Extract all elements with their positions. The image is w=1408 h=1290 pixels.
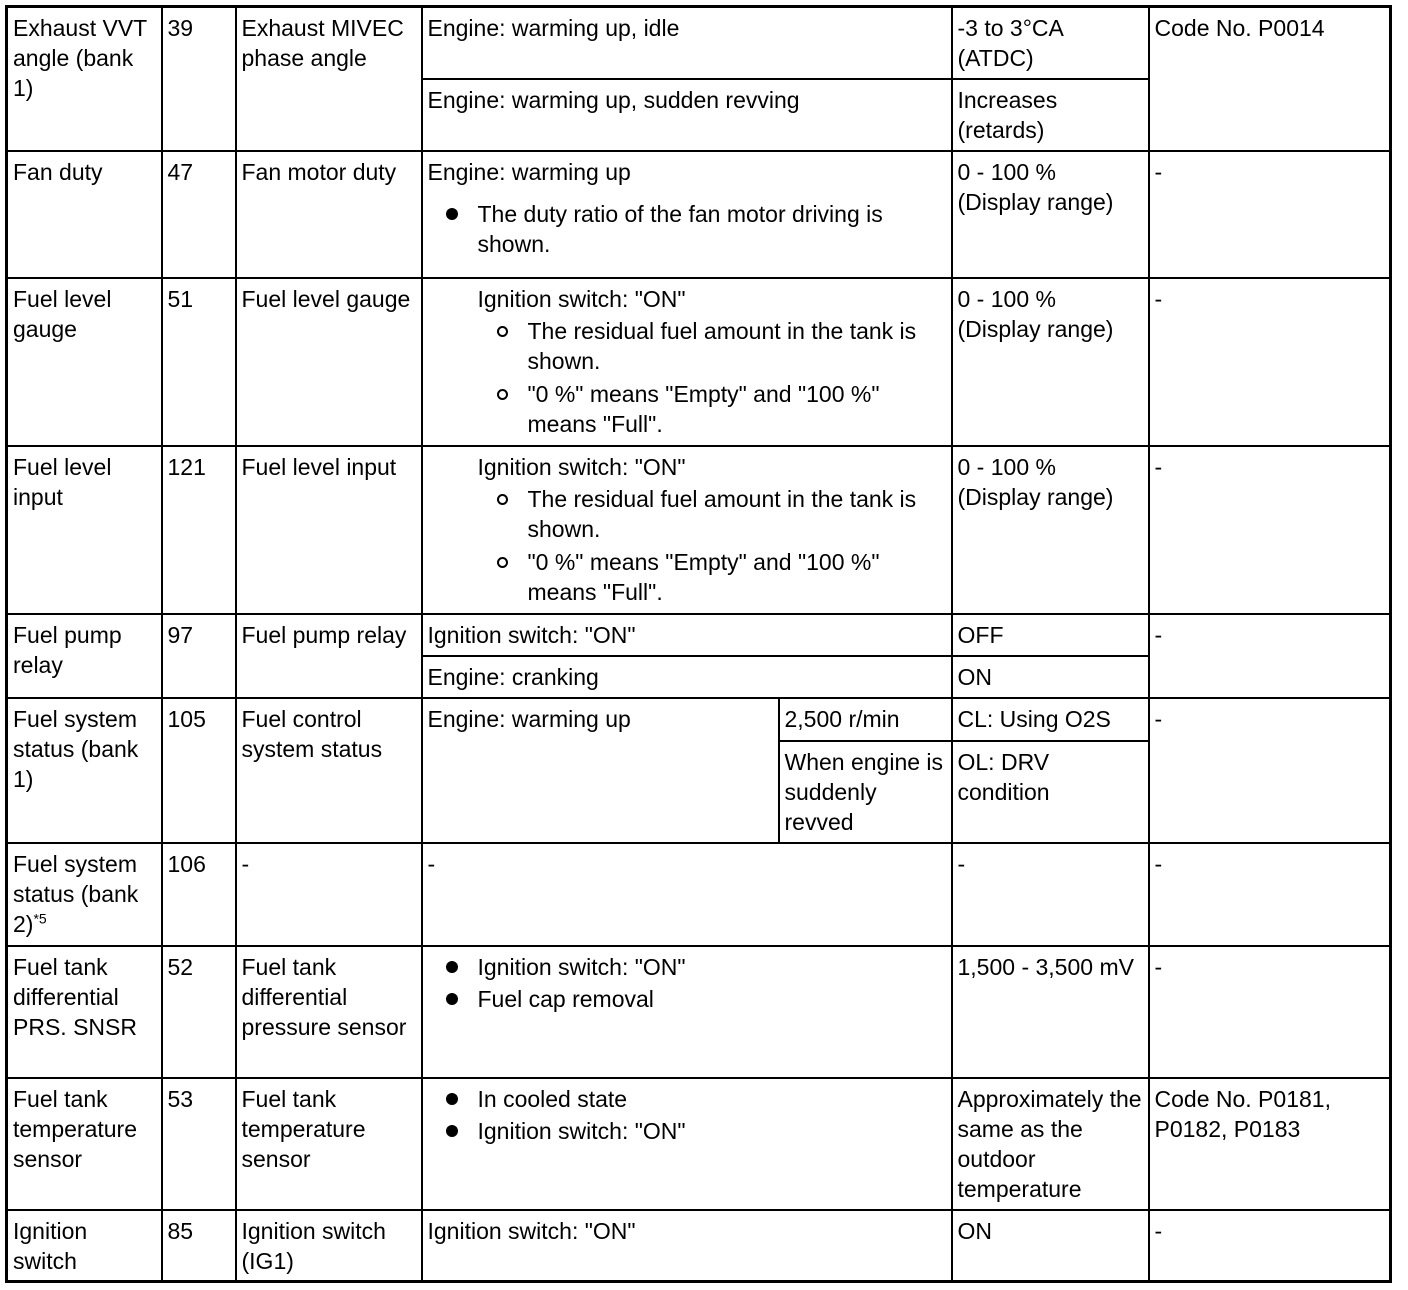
item-no-cell: 85 bbox=[162, 1210, 236, 1282]
table-row bbox=[7, 946, 1391, 1078]
condition-cell: Engine: warming up bbox=[422, 698, 779, 843]
condition-cell: Engine: warming up, idle bbox=[422, 7, 952, 79]
item-name-cell: Exhaust MIVEC phase angle bbox=[236, 7, 422, 151]
item-no-cell: 106 bbox=[162, 843, 236, 946]
item-no-cell: 51 bbox=[162, 278, 236, 446]
table-row bbox=[7, 843, 1391, 946]
item-name-cell: Fuel control system status bbox=[236, 698, 422, 843]
item-name-cell: Fuel pump relay bbox=[236, 614, 422, 698]
bullet-list bbox=[428, 952, 946, 1014]
sub-bullet-item: "0 %" means "Empty" and "100 %" means "Full". bbox=[428, 379, 946, 439]
condition-cell bbox=[422, 946, 952, 1078]
sub-bullet-item: The residual fuel amount in the tank is shown. bbox=[428, 316, 946, 376]
sub-bullet-item: "0 %" means "Empty" and "100 %" means "Full". bbox=[428, 547, 946, 607]
item-cell: Fuel system status (bank 1) bbox=[7, 698, 162, 843]
condition-cell: Ignition switch: "ON" bbox=[422, 614, 952, 656]
table-row bbox=[7, 151, 1391, 278]
condition-cell: Ignition switch: "ON" bbox=[422, 1210, 952, 1282]
item-cell: Fuel level input bbox=[7, 446, 162, 614]
item-cell: Fuel pump relay bbox=[7, 614, 162, 698]
reference-cell: - bbox=[1149, 843, 1391, 946]
bullet-item: The duty ratio of the fan motor driving is shown. bbox=[428, 199, 946, 259]
condition-cell bbox=[422, 151, 952, 278]
spec-cell: 0 - 100 % (Display range) bbox=[952, 151, 1149, 278]
condition-cell: Engine: cranking bbox=[422, 656, 952, 698]
item-name-cell: Fuel level gauge bbox=[236, 278, 422, 446]
item-cell: Ignition switch bbox=[7, 1210, 162, 1282]
reference-cell: - bbox=[1149, 278, 1391, 446]
spec-cell: OL: DRV condition bbox=[952, 741, 1149, 843]
bullet-list bbox=[428, 1084, 946, 1146]
table-row bbox=[7, 614, 1391, 656]
item-no-cell: 121 bbox=[162, 446, 236, 614]
data-list-table bbox=[5, 5, 1392, 1283]
spec-cell: OFF bbox=[952, 614, 1149, 656]
sub-condition-cell: When engine is suddenly revved bbox=[779, 741, 952, 843]
table-row bbox=[7, 698, 1391, 741]
sub-condition-cell: 2,500 r/min bbox=[779, 698, 952, 741]
reference-cell: - bbox=[1149, 614, 1391, 698]
spec-cell: 1,500 - 3,500 mV bbox=[952, 946, 1149, 1078]
footnote-marker: *5 bbox=[33, 909, 47, 926]
reference-cell: - bbox=[1149, 151, 1391, 278]
condition-cell bbox=[422, 278, 952, 446]
item-no-cell: 97 bbox=[162, 614, 236, 698]
item-text: Fuel system status (bank 2) bbox=[13, 850, 139, 937]
reference-cell: - bbox=[1149, 946, 1391, 1078]
item-no-cell: 52 bbox=[162, 946, 236, 1078]
bullet-item: Ignition switch: "ON" bbox=[428, 952, 946, 982]
item-no-cell: 47 bbox=[162, 151, 236, 278]
spec-table-wrapper bbox=[5, 5, 1392, 1283]
item-cell: Exhaust VVT angle (bank 1) bbox=[7, 7, 162, 151]
reference-cell: - bbox=[1149, 1210, 1391, 1282]
condition-text: Ignition switch: "ON" bbox=[477, 453, 686, 480]
condition-text: Engine: warming up bbox=[427, 158, 631, 185]
bullet-list bbox=[428, 199, 946, 259]
item-name-cell: Fuel level input bbox=[236, 446, 422, 614]
table-row bbox=[7, 7, 1391, 79]
spec-cell: ON bbox=[952, 1210, 1149, 1282]
condition-text: Ignition switch: "ON" bbox=[477, 285, 686, 312]
item-cell bbox=[7, 843, 162, 946]
spec-cell: - bbox=[952, 843, 1149, 946]
item-cell: Fuel tank differential PRS. SNSR bbox=[7, 946, 162, 1078]
spec-cell: CL: Using O2S bbox=[952, 698, 1149, 741]
reference-cell: Code No. P0181, P0182, P0183 bbox=[1149, 1078, 1391, 1210]
spec-cell: 0 - 100 % (Display range) bbox=[952, 278, 1149, 446]
item-name-cell: - bbox=[236, 843, 422, 946]
spec-cell: Increases (retards) bbox=[952, 79, 1149, 151]
spec-cell: Approximately the same as the outdoor temperature bbox=[952, 1078, 1149, 1210]
item-cell: Fuel tank temperature sensor bbox=[7, 1078, 162, 1210]
item-name-cell: Fuel tank differential pressure sensor bbox=[236, 946, 422, 1078]
table-row bbox=[7, 1210, 1391, 1282]
condition-cell bbox=[422, 1078, 952, 1210]
item-name-cell: Ignition switch (IG1) bbox=[236, 1210, 422, 1282]
item-no-cell: 39 bbox=[162, 7, 236, 151]
reference-cell: - bbox=[1149, 698, 1391, 843]
spec-cell: ON bbox=[952, 656, 1149, 698]
table-row bbox=[7, 278, 1391, 446]
spec-cell: 0 - 100 % (Display range) bbox=[952, 446, 1149, 614]
spec-cell: -3 to 3°CA (ATDC) bbox=[952, 7, 1149, 79]
sub-bullet-list bbox=[428, 316, 946, 439]
table-row bbox=[7, 1078, 1391, 1210]
condition-cell bbox=[422, 446, 952, 614]
reference-cell: - bbox=[1149, 446, 1391, 614]
condition-cell: - bbox=[422, 843, 952, 946]
bullet-item: Ignition switch: "ON" bbox=[428, 1116, 946, 1146]
reference-cell: Code No. P0014 bbox=[1149, 7, 1391, 151]
sub-bullet-list bbox=[428, 484, 946, 607]
bullet-item: In cooled state bbox=[428, 1084, 946, 1114]
item-cell: Fuel level gauge bbox=[7, 278, 162, 446]
item-no-cell: 53 bbox=[162, 1078, 236, 1210]
table-row bbox=[7, 446, 1391, 614]
item-cell: Fan duty bbox=[7, 151, 162, 278]
condition-cell: Engine: warming up, sudden revving bbox=[422, 79, 952, 151]
item-no-cell: 105 bbox=[162, 698, 236, 843]
sub-bullet-item: The residual fuel amount in the tank is shown. bbox=[428, 484, 946, 544]
item-name-cell: Fuel tank temperature sensor bbox=[236, 1078, 422, 1210]
item-name-cell: Fan motor duty bbox=[236, 151, 422, 278]
bullet-item: Fuel cap removal bbox=[428, 984, 946, 1014]
